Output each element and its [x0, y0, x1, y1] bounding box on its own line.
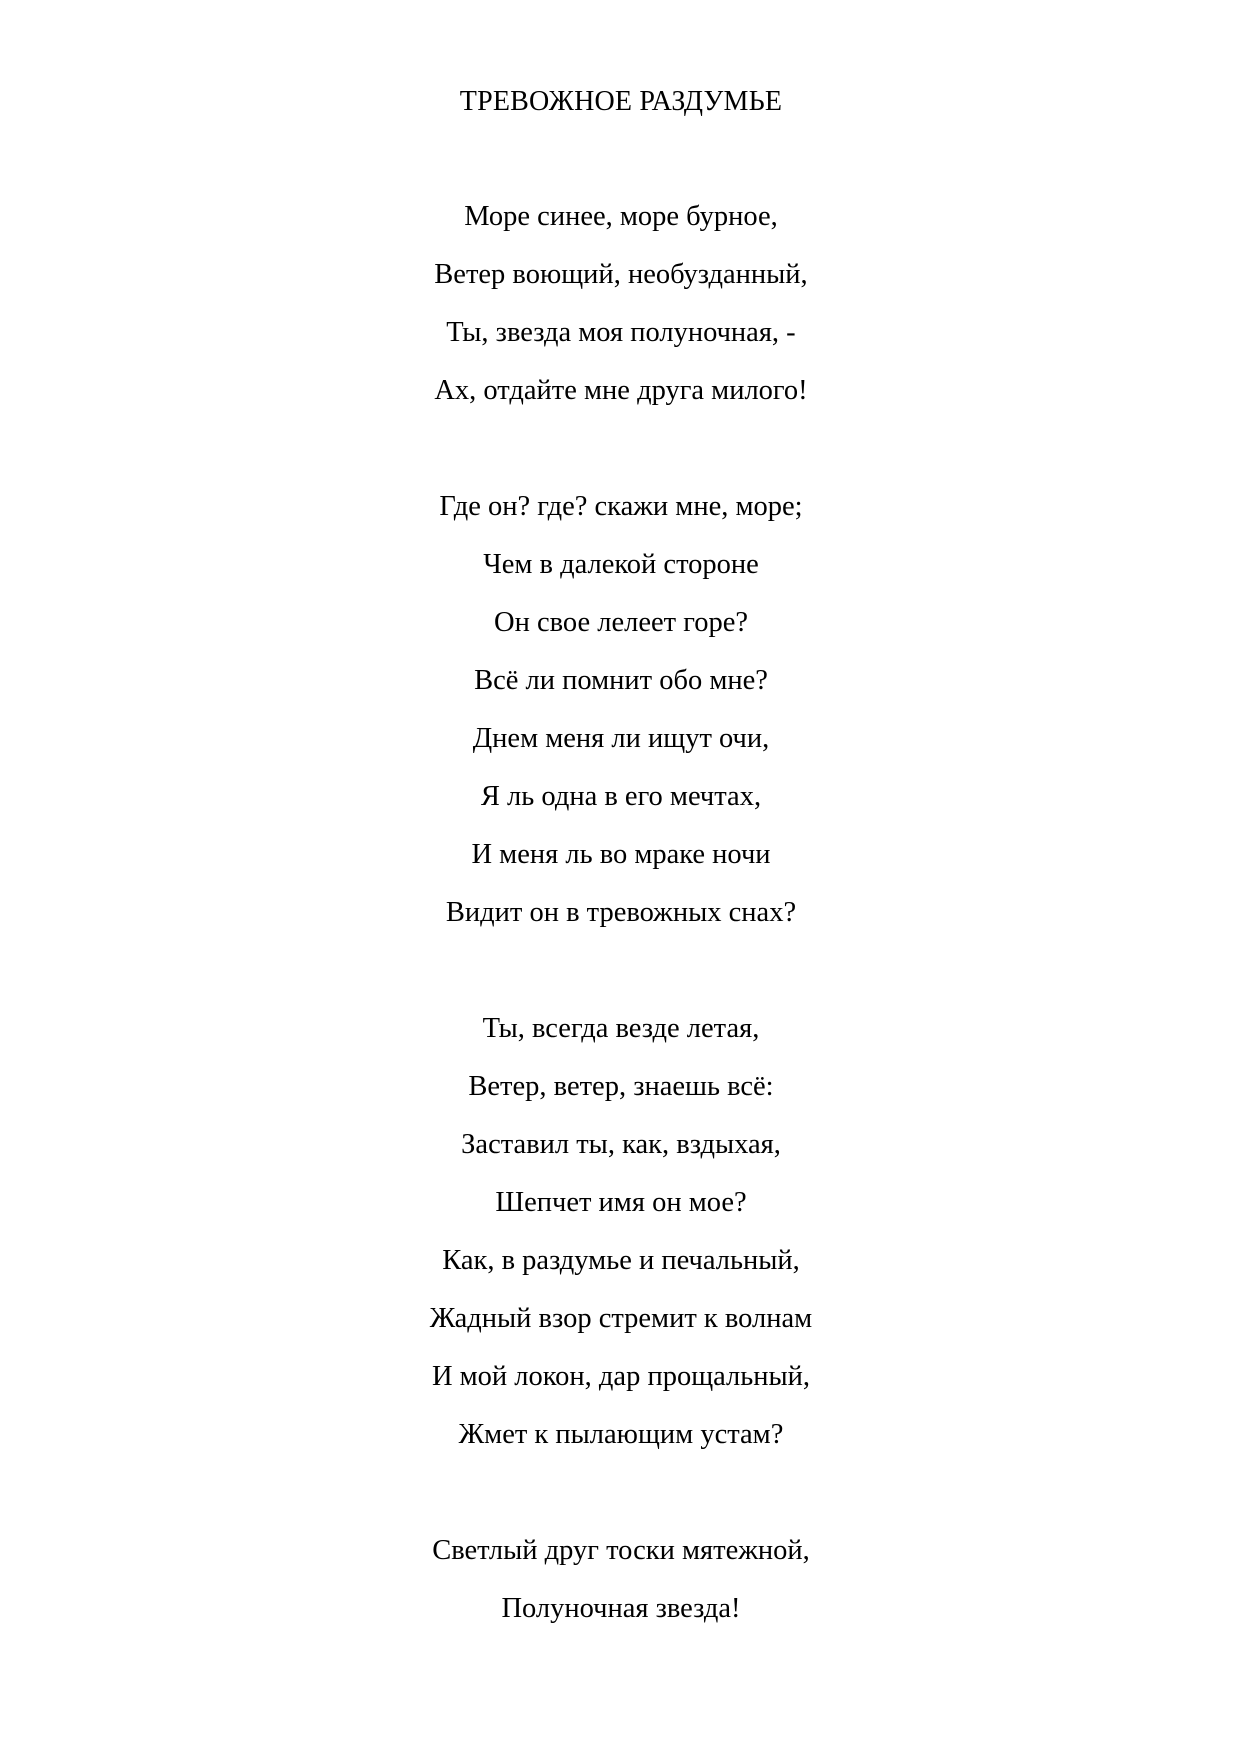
poem-line: Ты, всегда везде летая, — [482, 1013, 760, 1044]
poem-line: Видит он в тревожных снах? — [445, 897, 797, 928]
stanza-gap — [0, 431, 1242, 489]
poem-line: Ах, отдайте мне друга милого! — [434, 375, 808, 406]
poem-line: Шепчет имя он мое? — [495, 1187, 747, 1218]
poem-line: Где он? где? скажи мне, море; — [439, 491, 803, 522]
stanza-2 — [0, 489, 1242, 953]
stanza-gap — [0, 953, 1242, 1011]
poem-line: Чем в далекой стороне — [483, 549, 759, 580]
poem-line: Я ль одна в его мечтах, — [480, 781, 762, 812]
poem-line: Ты, звезда моя полуночная, - — [446, 317, 796, 348]
poem-line: Ветер, ветер, знаешь всё: — [468, 1071, 774, 1102]
poem-line: Полуночная звезда! — [501, 1593, 741, 1624]
poem-line: Днем меня ли ищут очи, — [472, 723, 770, 754]
stanza-gap — [0, 1475, 1242, 1533]
poem-line: Он свое лелеет горе? — [494, 607, 748, 638]
poem-title: ТРЕВОЖНОЕ РАЗДУМЬЕ — [459, 86, 783, 117]
poem-body — [0, 199, 1242, 1649]
poem-line: Море синее, море бурное, — [464, 201, 778, 232]
poem-line: Жадный взор стремит к волнам — [429, 1303, 813, 1334]
poem-line: Светлый друг тоски мятежной, — [432, 1535, 810, 1566]
poem-line: Как, в раздумье и печальный, — [442, 1245, 800, 1276]
stanza-1 — [0, 199, 1242, 431]
poem-line: Всё ли помнит обо мне? — [474, 665, 768, 696]
stanza-4 — [0, 1533, 1242, 1649]
poem-line: И мой локон, дар прощальный, — [431, 1361, 811, 1392]
poem-line: Заставил ты, как, вздыхая, — [461, 1129, 781, 1160]
poem-line: И меня ль во мраке ночи — [471, 839, 771, 870]
poem-line: Жмет к пылающим устам? — [458, 1419, 784, 1450]
stanza-3 — [0, 1011, 1242, 1475]
poem-line: Ветер воющий, необузданный, — [434, 259, 808, 290]
